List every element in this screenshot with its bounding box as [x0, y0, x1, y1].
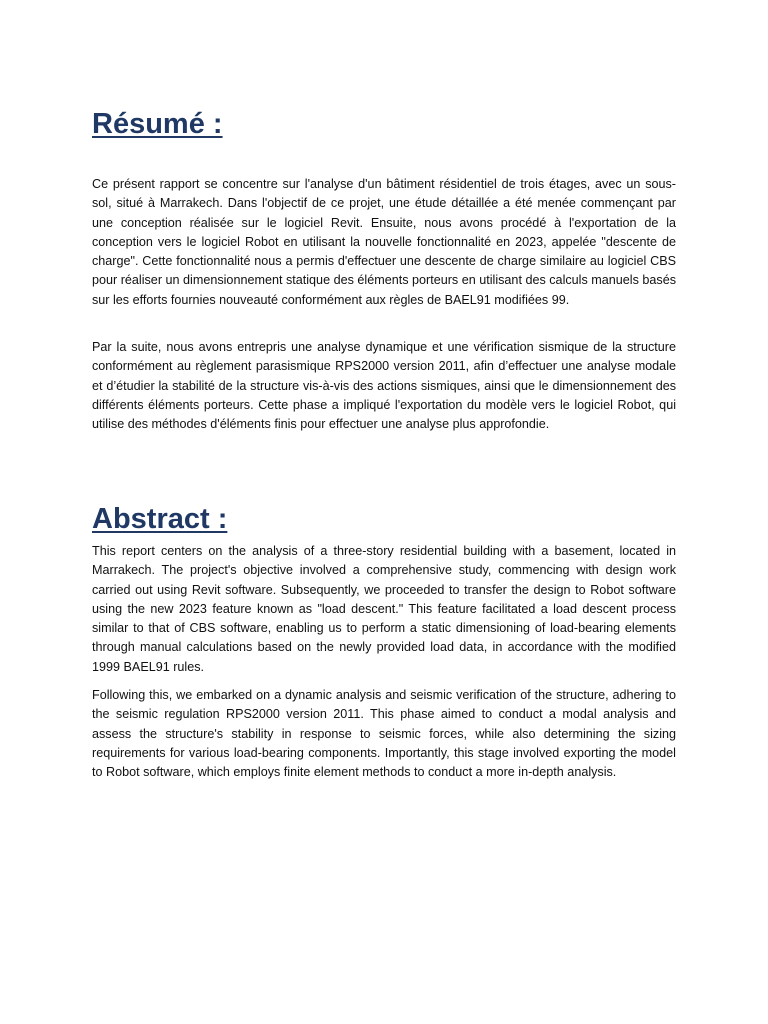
resume-paragraph-2: Par la suite, nous avons entrepris une analyse dynamique et une vérification sismique de la structure conformément au règlement parasismique RPS2000 version 2011, afin d’effectuer une analyse modale et d’étudier la stabilité de la structure vis-à-vis des actions sismiques, ainsi que le dimensionnement des différents éléments porteurs. Cette phase a impliqué l'exportation du modèle vers le logiciel Robot, qui utilise des méthodes d'éléments finis pour effectuer une analyse plus approfondie.	[92, 340, 676, 432]
abstract-section-header	[92, 501, 676, 537]
abstract-paragraph-1: This report centers on the analysis of a three-story residential building with a basement, located in Marrakech. The project's objective involved a comprehensive study, commencing with design work carried out using Revit software. Subsequently, we proceeded to transfer the design to Robot software using the new 2023 feature known as "load descent." This feature facilitated a load descent process similar to that of CBS software, enabling us to perform a static dimensioning of load-bearing elements through manual calculations based on the newly provided load data, in accordance with the modified 1999 BAEL91 rules.	[92, 544, 676, 674]
resume-paragraph-2-container	[92, 338, 676, 434]
resume-section-header	[92, 106, 676, 142]
abstract-paragraph-1-container	[92, 542, 676, 677]
abstract-paragraph-2: Following this, we embarked on a dynamic analysis and seismic verification of the structure, adhering to the seismic regulation RPS2000 version 2011. This phase aimed to conduct a modal analysis and assess the structure's stability in response to seismic forces, while also determining the sizing requirements for various load-bearing components. Importantly, this stage involved exporting the model to Robot software, which employs finite element methods to conduct a more in-depth analysis.	[92, 688, 676, 780]
resume-heading: Résumé :	[92, 108, 223, 140]
abstract-paragraph-2-container	[92, 686, 676, 782]
resume-paragraph-1: Ce présent rapport se concentre sur l'analyse d'un bâtiment résidentiel de trois étages, avec un sous-sol, situé à Marrakech. Dans l'objectif de ce projet, une étude détaillée a été menée commençant par une conception réalisée sur le logiciel Revit. Ensuite, nous avons procédé à l'exportation de la conception vers le logiciel Robot en utilisant la nouvelle fonctionnalité en 2023, appelée "descente de charge". Cette fonctionnalité nous a permis d'effectuer une descente de charge similaire au logiciel CBS pour réaliser un dimensionnement statique des éléments porteurs en utilisant des calculs manuels basés sur les efforts fournies nouveauté conformément aux règles de BAEL91 modifiées 99.	[92, 177, 676, 307]
abstract-heading: Abstract :	[92, 503, 228, 535]
resume-paragraph-1-container	[92, 175, 676, 310]
